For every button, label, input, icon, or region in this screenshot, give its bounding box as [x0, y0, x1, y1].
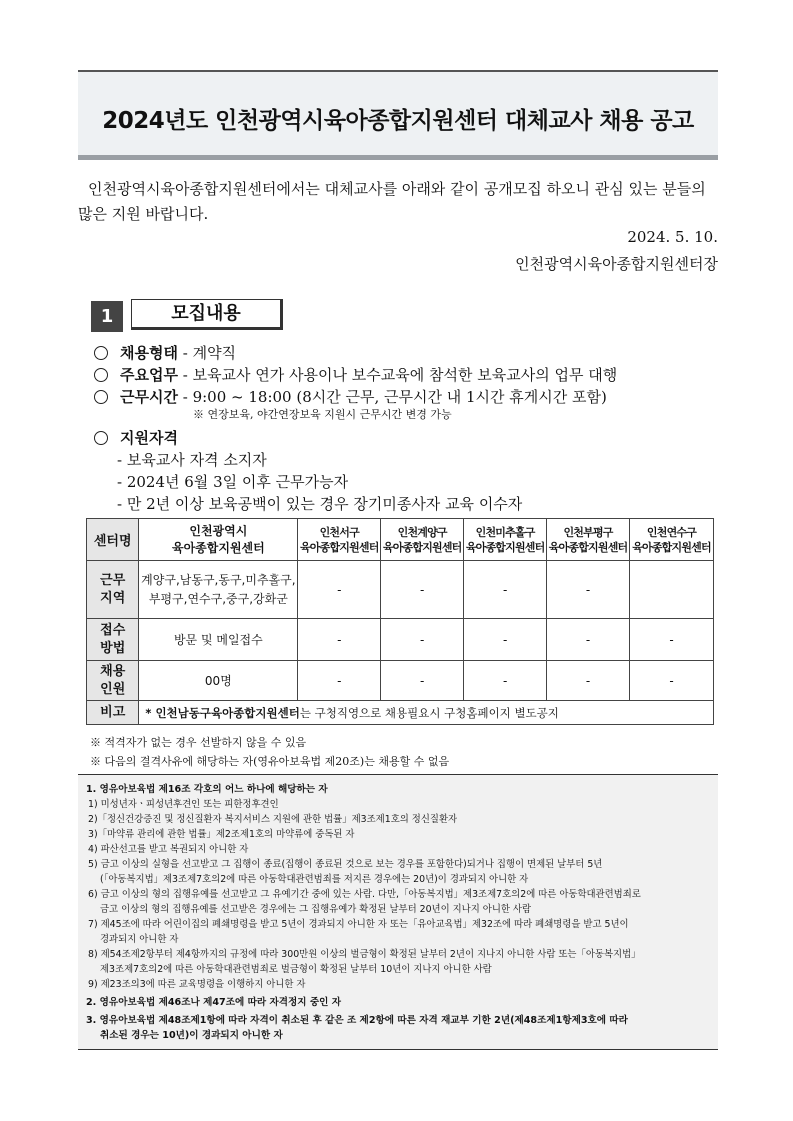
table-cell: 계양구,남동구,동구,미추홀구, 부평구,연수구,중구,강화군: [139, 561, 298, 619]
table-cell: -: [547, 619, 630, 661]
table-header: 인천연수구 육아종합지원센터: [630, 519, 714, 561]
table-header: 인천광역시 육아종합지원센터: [139, 519, 298, 561]
item-qualification: [94, 427, 178, 448]
circle-bullet-icon: [94, 390, 108, 404]
disq-item: 9) 제23조의3에 따른 교육명령을 이행하지 아니한 자: [88, 979, 306, 990]
table-cell: -: [630, 619, 714, 661]
disq-item-cont: 제3조제7호의2에 따른 아동학대관련범죄로 벌금형이 확정된 날부터 10년이 지나지 아니한 사람: [100, 964, 492, 975]
item-label: 주요업무: [120, 366, 178, 384]
table-cell: -: [547, 561, 630, 619]
disq-item: 3)「마약류 관리에 관한 법률」제2조제1호의 마약류에 중독된 자: [88, 829, 355, 840]
table-cell: -: [381, 661, 464, 701]
table-row: [87, 619, 714, 661]
disq-item: 7) 제45조에 따라 어린이집의 폐쇄명령을 받고 5년이 경과되지 아니한 자 또는「유아교육법」제32조에 따라 폐쇄명령을 받고 5년이: [88, 919, 629, 930]
table-header: 인천부평구 육아종합지원센터: [547, 519, 630, 561]
remark-cell: [139, 701, 714, 725]
table-header: 인천미추홀구 육아종합지원센터: [464, 519, 547, 561]
hours-note: ※ 연장보육, 야간연장보육 지원시 근무시간 변경 가능: [193, 408, 452, 421]
disq-item: 5) 금고 이상의 실형을 선고받고 그 집행이 종료(집행이 종료된 것으로 보는 경우를 포함한다)되거나 집행이 면제된 날부터 5년: [88, 859, 603, 870]
row-header: 근무 지역: [87, 561, 139, 619]
disq-item: 1) 미성년자ㆍ피성년후견인 또는 피한정후견인: [88, 799, 279, 810]
qualification-3: - 만 2년 이상 보육공백이 있는 경우 장기미종사자 교육 이수자: [117, 495, 523, 513]
table-row: [87, 561, 714, 619]
table-cell: -: [381, 619, 464, 661]
center-table: [86, 518, 714, 725]
item-label: 근무시간: [120, 388, 178, 406]
item-label: 지원자격: [120, 429, 178, 447]
table-row: [87, 661, 714, 701]
intro-text: 인천광역시육아종합지원센터에서는 대체교사를 아래와 같이 공개모집 하오니 관심 있는 분들의 많은 지원 바랍니다.: [78, 180, 706, 223]
item-work-hours: [94, 386, 607, 407]
table-cell: 방문 및 메일접수: [139, 619, 298, 661]
disq-item: 4) 파산선고를 받고 복권되지 아니한 자: [88, 844, 249, 855]
table-cell: -: [464, 561, 547, 619]
disq-heading-1: 1. 영유아보육법 제16조 각호의 어느 하나에 해당하는 자: [86, 784, 328, 795]
item-main-duty: [94, 364, 617, 385]
item-employment-type: [94, 342, 236, 363]
table-row: [87, 701, 714, 725]
remark-bold: * 인천남동구육아종합지원센터: [145, 705, 300, 720]
page-title: 2024년도 인천광역시육아종합지원센터 대체교사 채용 공고: [102, 108, 694, 134]
table-cell: -: [630, 661, 714, 701]
table-header: 센터명: [87, 519, 139, 561]
disq-item: 6) 금고 이상의 형의 집행유예를 선고받고 그 유예기간 중에 있는 사람. 다만,「아동복지법」제3조제7호의2에 따른 아동학대관련범죄로: [88, 889, 641, 900]
table-cell: 00명: [139, 661, 298, 701]
table-cell: -: [298, 661, 381, 701]
row-header: 비고: [87, 701, 139, 725]
table-cell: -: [298, 561, 381, 619]
title-box: [78, 70, 718, 160]
announcement-date: 2024. 5. 10.: [627, 228, 718, 246]
table-cell: [630, 561, 714, 619]
disq-item: 8) 제54조제2항부터 제4항까지의 규정에 따라 300만원 이상의 벌금형이 확정된 날부터 2년이 지나지 아니한 사람 또는「아동복지법」: [88, 949, 641, 960]
disq-heading-2: 2. 영유아보육법 제46조나 제47조에 따라 자격정지 중인 자: [86, 997, 342, 1008]
section-number: 1: [91, 301, 123, 332]
row-header: 채용 인원: [87, 661, 139, 701]
item-value: - 계약직: [177, 344, 237, 362]
table-cell: -: [464, 661, 547, 701]
remark-text: 는 구청직영으로 채용필요시 구청홈페이지 별도공지: [299, 705, 559, 720]
item-label: 채용형태: [120, 344, 178, 362]
note-no-qualified: ※ 적격자가 없는 경우 선발하지 않을 수 있음: [90, 736, 307, 749]
row-header: 접수 방법: [87, 619, 139, 661]
table-header: 인천계양구 육아종합지원센터: [381, 519, 464, 561]
circle-bullet-icon: [94, 431, 108, 445]
disq-item: 2)「정신건강증진 및 정신질환자 복지서비스 지원에 관한 법률」제3조제1호의 정신질환자: [88, 814, 458, 825]
disq-item-cont: (「아동복지법」제3조제7호의2에 따른 아동학대관련범죄를 저지른 경우에는 20년)이 경과되지 아니한 자: [100, 874, 529, 885]
item-value: - 보육교사 연가 사용이나 보수교육에 참석한 보육교사의 업무 대행: [177, 366, 618, 384]
note-disqualification: ※ 다음의 결격사유에 해당하는 자(영유아보육법 제20조)는 채용할 수 없음: [90, 755, 450, 768]
qualification-2: - 2024년 6월 3일 이후 근무가능자: [117, 473, 349, 491]
section-title: 모집내용: [131, 299, 283, 330]
disq-heading-3: 3. 영유아보육법 제48조제1항에 따라 자격이 취소된 후 같은 조 제2항에 따른 자격 재교부 기한 2년(제48조제1항제3호에 따라: [86, 1015, 628, 1026]
circle-bullet-icon: [94, 346, 108, 360]
qualification-1: - 보육교사 자격 소지자: [117, 451, 267, 469]
table-cell: -: [381, 561, 464, 619]
table-header-row: [87, 519, 714, 561]
table-header: 인천서구 육아종합지원센터: [298, 519, 381, 561]
issuer: 인천광역시육아종합지원센터장: [515, 255, 718, 273]
disqualification-box: [78, 774, 718, 1050]
table-cell: -: [298, 619, 381, 661]
disq-item-cont: 경과되지 아니한 자: [100, 934, 179, 945]
circle-bullet-icon: [94, 368, 108, 382]
disq-heading-3-cont: 취소된 경우는 10년)이 경과되지 아니한 자: [100, 1030, 283, 1041]
table-cell: -: [464, 619, 547, 661]
item-value: - 9:00 ~ 18:00 (8시간 근무, 근무시간 내 1시간 휴게시간 포함): [177, 388, 607, 406]
disq-item-cont: 금고 이상의 형의 집행유예를 선고받은 경우에는 그 집행유예가 확정된 날부터 20년이 지나지 아니한 사람: [100, 904, 532, 915]
table-cell: -: [547, 661, 630, 701]
